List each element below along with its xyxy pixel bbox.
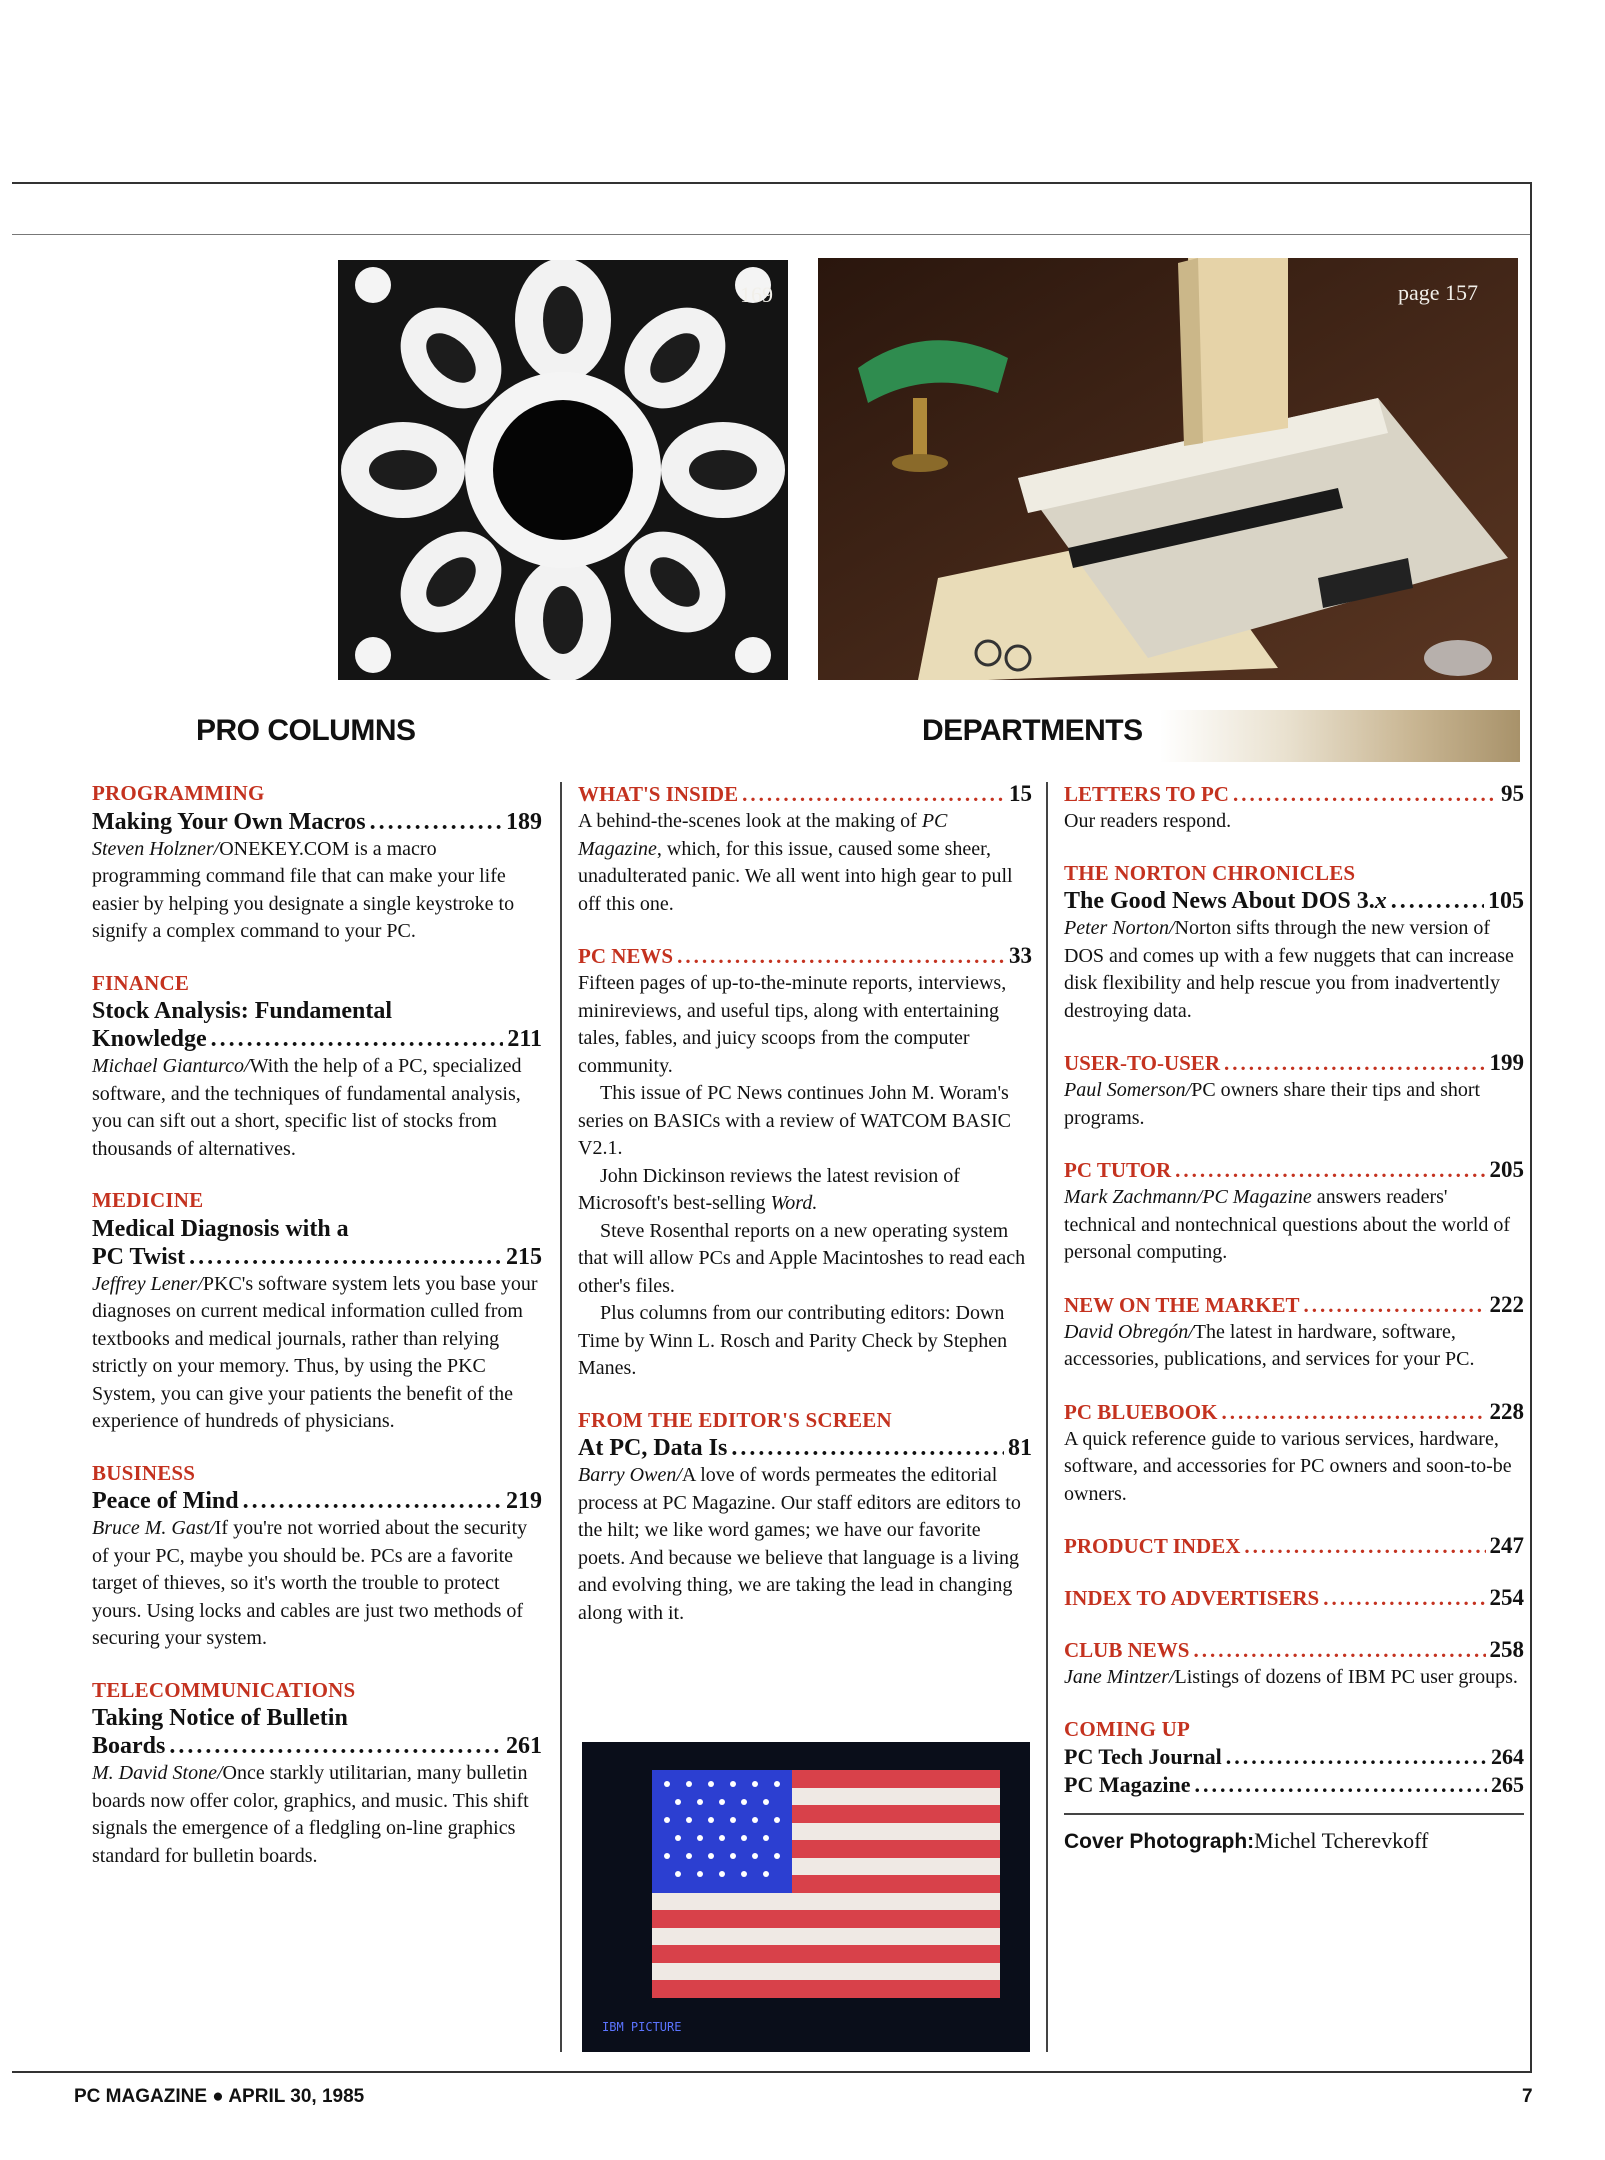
entry-title-row[interactable] [92, 1243, 542, 1271]
printer-art [818, 258, 1518, 680]
entry-description [92, 1515, 542, 1653]
footer-publication-date: PC MAGAZINE ● APRIL 30, 1985 [74, 2086, 365, 2107]
entry-title [1064, 887, 1387, 915]
flag-art [582, 1742, 1030, 2052]
dept-entry-pc-tutor [1064, 1156, 1524, 1267]
entry-page: 189 [506, 808, 542, 835]
leader-dots [1193, 1636, 1485, 1664]
dept-entry-pc-news [578, 942, 1032, 1383]
dept-entry-club-news [1064, 1636, 1524, 1692]
leader-dots [1194, 1771, 1487, 1799]
leader-dots [1175, 1156, 1485, 1184]
printer-page-caption: page 157 [1398, 280, 1479, 305]
leader-dots [1226, 1743, 1487, 1771]
coming-up-item[interactable] [1064, 1771, 1524, 1799]
entry-page: 105 [1488, 888, 1524, 914]
entry-paragraph: Fifteen pages of up-to-the-minute reports, interviews, minireviews, and useful tips, along with entertaining tales, fables, and juicy scoops from the computer community. [578, 972, 1007, 1077]
leader-dots [370, 808, 502, 836]
entry-category-row[interactable] [1064, 1049, 1524, 1077]
entry-page: 211 [507, 1026, 542, 1052]
leader-dots [189, 1243, 502, 1271]
leader-dots [1391, 887, 1484, 915]
dept-entry-norton [1064, 860, 1524, 1026]
entry-category: PROGRAMMING [92, 781, 265, 805]
leader-dots [1304, 1291, 1486, 1319]
leader-dots [211, 1025, 504, 1053]
top-rule [12, 182, 1532, 184]
entry-category: TELECOMMUNICATIONS [92, 1677, 356, 1702]
entry-category-row[interactable] [1064, 780, 1524, 808]
coming-up-label: PC Magazine [1064, 1772, 1191, 1797]
entry-description [1064, 915, 1524, 1025]
entry-title-row[interactable] [578, 1434, 1032, 1462]
entry-text: The latest in hardware, software, accessories, publications, and services for your PC. [1064, 1320, 1475, 1370]
entry-title-row[interactable] [1064, 887, 1524, 915]
entry-title: Making Your Own Macros [92, 808, 366, 835]
top-rule-thin [12, 234, 1532, 235]
entry-text: With the help of a PC, specialized software, and the techniques of fundamental analysis, you can sift out a short, specific list of stocks from thousands of alternatives. [92, 1055, 522, 1160]
entry-paragraph [578, 1163, 1032, 1218]
dept-entry-index-advertisers [1064, 1584, 1524, 1612]
entry-category: PC TUTOR [1064, 1158, 1172, 1182]
entry-category: USER-TO-USER [1064, 1051, 1220, 1075]
footer-page-number: 7 [1522, 2086, 1533, 2107]
entry-author: Paul Somerson/ [1064, 1079, 1192, 1101]
entry-text: A love of words permeates the editorial process at PC Magazine. Our staff editors are editors to the hilt; we like word games; we have our favorite poets. And because we believe that language is a living and evolving thing, we are taking the lead in changing along with it. [578, 1464, 1021, 1624]
entry-author: Jeffrey Lener/ [92, 1272, 203, 1295]
kaleidoscope-art [338, 260, 788, 680]
entry-page: 258 [1489, 1637, 1524, 1662]
leader-dots [677, 942, 1005, 970]
entry-description [1064, 1319, 1524, 1374]
dept-entry-editors-screen [578, 1407, 1032, 1628]
entry-category: LETTERS TO PC [1064, 782, 1229, 806]
entry-title: Peace of Mind [92, 1488, 239, 1514]
entry-category-row[interactable] [1064, 1291, 1524, 1319]
departments-right-list [1064, 780, 1524, 1856]
entry-category: COMING UP [1064, 1716, 1191, 1741]
entry-description [1064, 1077, 1524, 1132]
entry-title-row[interactable] [92, 1487, 542, 1515]
entry-category: MEDICINE [92, 1188, 204, 1212]
entry-text: PKC's software system lets you base your diagnoses on current medical information culled from textbooks and medical journals, rather than relying strictly on your memory. Thus, by using the PKC System, you can give your patients the benefit of the experience of hundreds of physicians. [92, 1272, 538, 1432]
entry-author: Mark Zachmann/PC Magazine [1064, 1186, 1312, 1208]
entry-title-line[interactable]: Taking Notice of Bulletin [92, 1705, 348, 1731]
entry-author: Bruce M. Gast/ [92, 1517, 215, 1539]
entry-description [1064, 1184, 1524, 1267]
entry-page: 33 [1009, 943, 1032, 968]
coming-up-page: 264 [1491, 1744, 1524, 1769]
entry-category-row[interactable] [1064, 1398, 1524, 1426]
flag-screen-photo [582, 1742, 1030, 2052]
entry-page: 199 [1489, 1050, 1524, 1075]
entry-text: A behind-the-scenes look at the making of [578, 810, 922, 832]
entry-category-row[interactable] [578, 780, 1032, 808]
entry-page: 261 [506, 1733, 542, 1759]
leader-dots [243, 1487, 502, 1515]
entry-category: THE NORTON CHRONICLES [1064, 860, 1356, 885]
entry-page: 215 [506, 1243, 542, 1270]
departments-heading-band [1160, 710, 1520, 762]
pro-entry-programming [92, 780, 542, 946]
leader-dots [1224, 1049, 1486, 1077]
entry-description [578, 808, 1032, 918]
entry-text: Norton sifts through the new version of DOS and comes up with a few nuggets that can increase disk flexibility and help rescue you from inadvertently destroying data. [1064, 917, 1514, 1022]
kaleidoscope-photo [338, 260, 788, 680]
entry-title: PC Twist [92, 1243, 186, 1270]
printer-photo [818, 258, 1518, 680]
dept-entry-product-index [1064, 1532, 1524, 1560]
entry-author: Jane Mintzer/ [1064, 1666, 1175, 1688]
entry-category: PC BLUEBOOK [1064, 1399, 1218, 1424]
entry-text: answers readers' technical and nontechnical questions about the world of personal computing. [1064, 1186, 1510, 1263]
entry-author: Peter Norton/ [1064, 917, 1175, 939]
pro-entry-business [92, 1460, 542, 1653]
entry-page: 15 [1009, 781, 1032, 806]
leader-dots [742, 780, 1005, 808]
leader-dots [1221, 1398, 1485, 1426]
leader-dots [1244, 1532, 1485, 1560]
entry-category-row[interactable] [1064, 1532, 1524, 1560]
entry-page: 95 [1501, 781, 1524, 806]
leader-dots [1323, 1584, 1485, 1612]
entry-page: 254 [1489, 1585, 1524, 1610]
departments-middle-list [578, 780, 1032, 1651]
entry-title: Knowledge [92, 1026, 207, 1052]
entry-category: FINANCE [92, 970, 190, 995]
entry-description [92, 836, 542, 946]
entry-text: , which, for this issue, caused some sheer, unadulterated panic. We all went into high gear to pull off this one. [578, 837, 1013, 915]
entry-page: 222 [1489, 1291, 1524, 1317]
coming-up-label: PC Tech Journal [1064, 1744, 1222, 1769]
dept-entry-whats-inside [578, 780, 1032, 918]
entry-category: BUSINESS [92, 1460, 196, 1485]
entry-title-line[interactable]: Medical Diagnosis with a [92, 1215, 349, 1242]
entry-text: If you're not worried about the security of your PC, maybe you should be. PCs are a favorite target of thieves, so it's worth the trouble to protect yours. Using locks and cables are just two methods of securing your system. [92, 1517, 528, 1649]
cover-credit-rule [1064, 1813, 1524, 1815]
column-divider-2 [1046, 782, 1048, 2052]
entry-title-text: The Good News About DOS 3. [1064, 888, 1375, 914]
entry-description: Our readers respond. [1064, 810, 1232, 832]
entry-category-row[interactable] [578, 942, 1032, 970]
dept-entry-letters [1064, 780, 1524, 836]
entry-page: 205 [1489, 1157, 1524, 1182]
entry-page: 81 [1008, 1435, 1032, 1461]
entry-title-row[interactable] [92, 808, 542, 836]
leader-dots [1233, 780, 1497, 808]
departments-heading: DEPARTMENTS [922, 714, 1143, 747]
dept-entry-user-to-user [1064, 1049, 1524, 1132]
entry-paragraph: Plus columns from our contributing editors: Down Time by Winn L. Rosch and Parity Check by Stephen Manes. [578, 1302, 1008, 1379]
flag-screen-caption: IBM PICTURE [602, 2020, 682, 2034]
entry-title-line[interactable]: Stock Analysis: Fundamental [92, 998, 393, 1024]
entry-page: 228 [1489, 1398, 1524, 1424]
entry-author: Barry Owen/ [578, 1464, 682, 1486]
dept-entry-new-on-market [1064, 1291, 1524, 1374]
entry-description [578, 1462, 1032, 1627]
pro-entry-medicine [92, 1187, 542, 1436]
entry-description [92, 1053, 542, 1163]
column-divider-1 [560, 782, 562, 2052]
entry-description: A quick reference guide to various services, hardware, software, and accessories for PC owners and soon-to-be owners. [1064, 1427, 1512, 1505]
entry-title-italic: x [1374, 888, 1387, 914]
entry-author: David Obregón/ [1064, 1320, 1194, 1343]
dept-entry-pc-bluebook [1064, 1398, 1524, 1509]
entry-title: Boards [92, 1733, 166, 1759]
pro-columns-heading: PRO COLUMNS [196, 714, 416, 747]
entry-category: PRODUCT INDEX [1064, 1534, 1241, 1558]
kaleido-page-caption: 169 [740, 282, 773, 307]
entry-text: Listings of dozens of IBM PC user groups. [1174, 1666, 1518, 1688]
entry-category: NEW ON THE MARKET [1064, 1292, 1300, 1317]
entry-description [1064, 1664, 1524, 1692]
entry-text-italic: Word. [770, 1192, 818, 1214]
cover-credit-label: Cover Photograph: [1064, 1830, 1255, 1853]
entry-category: PC NEWS [578, 944, 674, 968]
pro-columns-list [92, 780, 542, 1894]
entry-category-row[interactable] [1064, 1584, 1524, 1612]
entry-paragraph: Steve Rosenthal reports on a new operating system that will allow PCs and Apple Macintoshes to read each other's files. [578, 1219, 1026, 1297]
pro-entry-finance [92, 970, 542, 1164]
entry-text-italic: PC Magazine [578, 810, 948, 860]
entry-description [92, 1760, 542, 1870]
entry-text: John Dickinson reviews the latest revision of Microsoft's best-selling [578, 1164, 960, 1214]
entry-page: 219 [506, 1488, 542, 1514]
dept-entry-coming-up [1064, 1716, 1524, 1800]
entry-text: PC owners share their tips and short programs. [1064, 1079, 1481, 1129]
entry-text: Once starkly utilitarian, many bulletin boards now offer color, graphics, and music. This shift signals the emergence of a fledgling on-line graphics standard for bulletin boards. [92, 1762, 529, 1867]
entry-category-row[interactable] [1064, 1636, 1524, 1664]
entry-page: 247 [1489, 1533, 1524, 1558]
cover-credit [1064, 1827, 1524, 1856]
entry-title-row[interactable] [92, 1732, 542, 1760]
pro-entry-telecommunications [92, 1677, 542, 1871]
entry-category: WHAT'S INSIDE [578, 782, 739, 806]
entry-description [92, 1271, 542, 1436]
coming-up-item[interactable] [1064, 1743, 1524, 1771]
leader-dots [169, 1732, 502, 1760]
cover-credit-name: Michel Tcherevkoff [1254, 1828, 1429, 1853]
right-rule [1530, 182, 1532, 2072]
entry-text: ONEKEY.COM is a macro programming command file that can make your life easier by helping you designate a single keystroke to signify a complex command to your PC. [92, 837, 515, 942]
entry-paragraph: This issue of PC News continues John M. Woram's series on BASICs with a review of WATCOM BASIC V2.1. [578, 1082, 1011, 1159]
coming-up-page: 265 [1491, 1772, 1524, 1797]
entry-title: At PC, Data Is [578, 1435, 728, 1461]
entry-category: CLUB NEWS [1064, 1638, 1190, 1662]
entry-author: M. David Stone/ [92, 1762, 223, 1784]
entry-title-row[interactable] [92, 1025, 542, 1053]
entry-author: Michael Gianturco/ [92, 1055, 250, 1077]
entry-category: INDEX TO ADVERTISERS [1064, 1586, 1320, 1610]
leader-dots [731, 1434, 1004, 1462]
entry-author: Steven Holzner/ [92, 837, 220, 860]
bottom-rule [12, 2071, 1532, 2073]
entry-category: FROM THE EDITOR'S SCREEN [578, 1407, 892, 1432]
entry-category-row[interactable] [1064, 1156, 1524, 1184]
